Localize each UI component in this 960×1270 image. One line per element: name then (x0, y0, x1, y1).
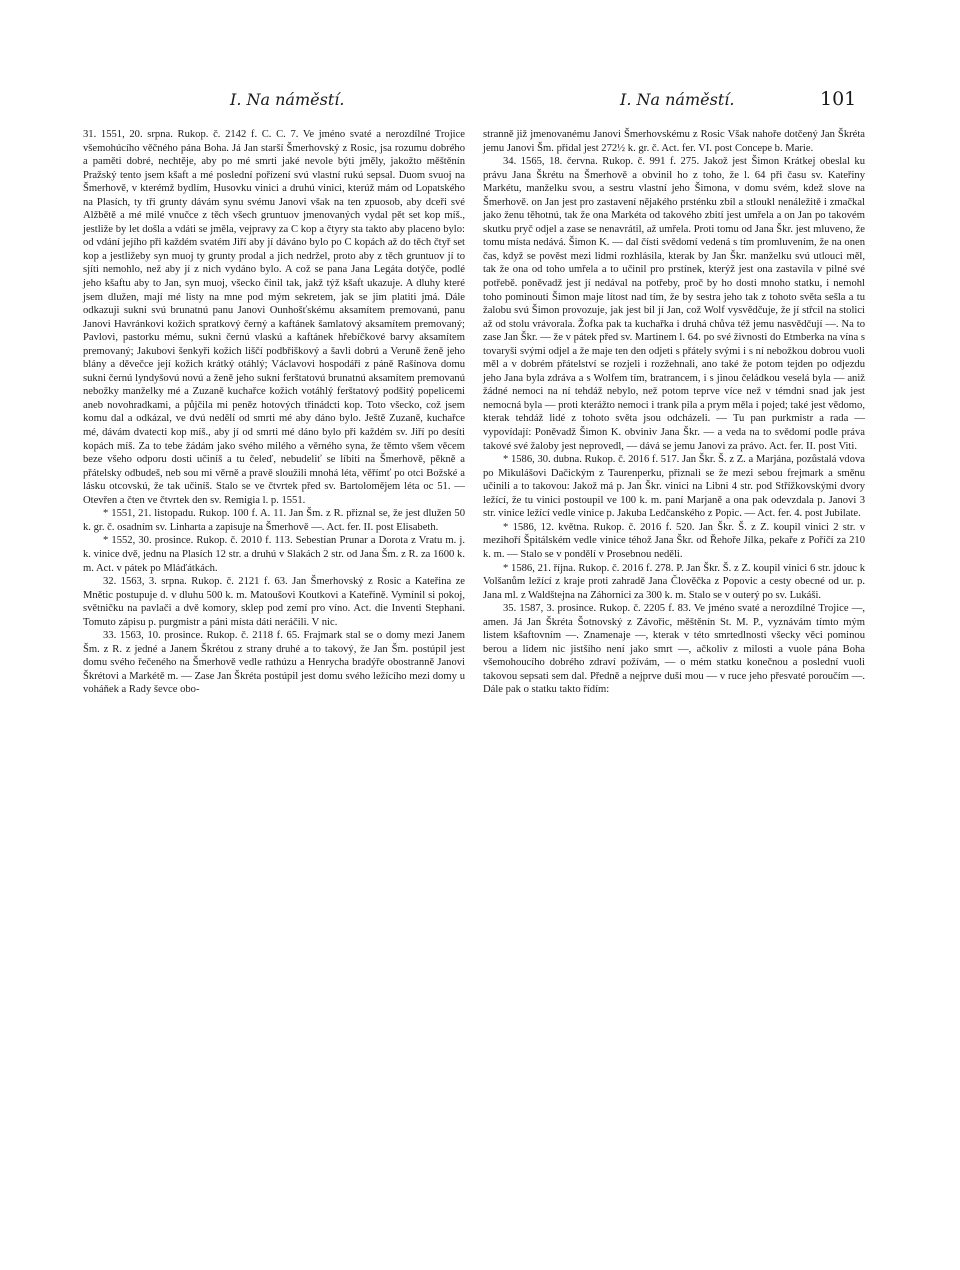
entry-paragraph: 31. 1551, 20. srpna. Rukop. č. 2142 f. C. C. 7. Ve jméno svaté a nerozdílné Trojice všemohúcího věčného pána Boha. Já Jan starší Šmerhovský z Rosic, jsa rozumu dobrého a paměti dobré, nechtěje, aby po mé smrti jaké nevole býti jměly, jakožto měštěnín Pražský tento jsem kšaft a mé poslední pořízení svú vlastní rukú sepsal. Duom svuoj na Šmerhově, v kterémž bydlím, Husovku vinici a druhú vinici, kterúž mám od Lopatského na Plasích, ty tři grunty dávám synu svému Janovi však na ten zpuosob, aby dceři své Alžbětě a mé milé vnučce z těch všech gruntuov jmenovaných vydal pět set kop míš., jestliže by let došla a vdáti se jměla, vejpravy za C kop a čtyry sta takto aby placeno bylo: od vdání jejího při každém svatém Jiří aby jí dáváno bylo po C kopách až do těch čtyř set kop a jestližeby syn muoj ty grunty prodal a jich nedržel, proto aby z těch gruntuov jí to sjíti nemohlo, než aby jí z nich vydáno bylo. A což se pana Jana Legáta dotýče, podlé jeho kšaftu aby to Jan, syn muoj, všecko činil tak, jakž týž kšaft ukazuje. A dluhy které jsem dlužen, mají mé listy na mne pod mým sekretem, jak se jim platiti jmá. Dále odkazuji sukni svú brunatnú panu Janovi Ounhošťskému aksamítem premovanú, panu Janovi Havránkovi kožich spratkový černý a kaftánek šamlatový aksamítem premovaný; Pavlovi, pastorku mému, sukni černú vlaskú a kaftánek hřebíčkové barvy aksamítem premovaný; Jakubovi šenkyři kožich liščí podbřiškový a šavli dobrú a Veruně ženě jeho blány a děvečce její kožich krátký otáhlý; Václavovi hospodáři z páně Rašínova domu sukni černú lyndyšovú novú a ženě jeho sukni ferštatovú brunatnú aksamítem premovanú nebožky manželky mé a Zuzaně kuchařce kožich votáhlý ferštatový podšitý popelicemi aneb novohradkami, a půjčila mi peněz hotových třinádcti kop. Toto všecko, což jsem komu dal a odkázal, ve dvú nedělí od smrti mé aby dáno bylo. Ještě Zuzaně, kuchařce mé, dávám dvatecti kop míš., aby jí od smrti mé dáno bylo při každém sv. Jiří po desíti kopách míš. Za to tebe žádám jako svého milého a věrného syna, že těmto všem věcem beze všeho odporu dosti učiníš a tu čeleď, nebudeliť se líbiti na Šmerhově, pěkně a přátelsky odbudeš, neb sou mi věrně a pravě sloužili mnohá léta, věřímť po otci Božské a lásku otcovskú, že tak učiníš. Stalo se ve čtvrtek před sv. Bartolomějem léta oc 51. — Otevřen a čten ve čtvrtek den sv. Remigia l. p. 1551. (83, 129, 465, 506)
right-column (483, 128, 865, 697)
entry-paragraph: 32. 1563, 3. srpna. Rukop. č. 2121 f. 63. Jan Šmerhovský z Rosic a Kateřina ze Mnětic postupuje d. v dluhu 500 k. m. Matoušovi Koutkovi a Kateřině. Vymínil si pokoj, světničku na pavlači a dvě komory, sklep pod zemí pro víno. Act. die Inventi Stephani. Tomuto zápisu p. purgmistr a páni místa dáti neráčili. V nic. (83, 576, 465, 628)
entry-paragraph: 35. 1587, 3. prosince. Rukop. č. 2205 f. 83. Ve jméno svaté a nerozdílné Trojice —, amen. Já Jan Škréta Šotnovský z Závořic, měštěnín St. M. P., vyznávám tímto mým listem kšaftovním —. Znamenaje —, kterak v této smrtedlnosti všecky věci pominou berou a lidem nic jistšího není jako smrt —, ačkoliv z milosti a vuole pána Boha všemohoucího dobrého zdraví požívám, — o mém statku konečnou a poslední vuoli takovou sepsati sem dal. Předně a nejprve duši mou — v ruce jeho přesvaté poroučím —. Dále pak o statku takto řídím: (483, 603, 865, 696)
entry-paragraph: * 1586, 21. října. Rukop. č. 2016 f. 278. P. Jan Škr. Š. z Z. koupil vinici 6 str. jdouc k Volšanům ležící z kraje proti zahradě Jana Člověčka z Popovic a cesty obecné od ur. p. Jana ml. z Waldštejna na Záhornici za 300 k. m. Stalo se v outerý po sv. Lukáši. (483, 562, 865, 601)
entry-paragraph: * 1552, 30. prosince. Rukop. č. 2010 f. 113. Sebestian Prunar a Dorota z Vratu m. j. k. vinice dvě, jednu na Plasích 12 str. a druhú v Slakách 2 str. od Jana Šm. z R. za 1600 k. m. Act. v pátek po Mláďátkách. (83, 535, 465, 574)
entry-paragraph: * 1586, 30. dubna. Rukop. č. 2016 f. 517. Jan Škr. Š. z Z. a Marjána, pozůstalá vdova po Mikulášovi Dačickým z Taurenperku, přiznali se že mezi sebou frejmark a směnu učinili a to takovou: Jakož má p. Jan Škr. vinici na Libni 4 str. pod Střížkovskými dvory ležící, že tu vinici postoupil ve 100 k. m. paní Marjaně a ona pak odevzdala p. Janovi 3 str. vinice ležící vedle vinice p. Jakuba Ledčanského z Popic. — Act. fer. 4. post Jubilate. (483, 454, 865, 520)
entry-paragraph: stranně již jmenovanému Janovi Šmerhovskému z Rosic Však nahoře dotčený Jan Škréta jemu Janovi Šm. přidal jest 272½ k. gr. č. Act. fer. VI. post Concepe b. Marie. (483, 129, 865, 154)
entry-paragraph: * 1551, 21. listopadu. Rukop. 100 f. A. 11. Jan Šm. z R. přiznal se, že jest dlužen 50 k. gr. č. osadním sv. Linharta a zapisuje na Šmerhově —. Act. fer. II. post Elisabeth. (83, 508, 465, 533)
page-number: 101 (820, 88, 857, 110)
left-column (83, 128, 465, 697)
entry-paragraph: 33. 1563, 10. prosince. Rukop. č. 2118 f. 65. Frajmark stal se o domy mezi Janem Šm. z R. z jedné a Janem Škrétou z strany druhé a to takový, že Jan Šm. postúpil jest domu svého řečeného na Šmerhově vedle rathúzu a Henrycha bradýře obostranně Janovi Škrétovi a Markétě m. — Zase Jan Škréta postúpil jest domu svého ležícího mezi domy u voháňek a Rady ševce obo- (83, 630, 465, 696)
running-head-right: I. Na náměstí. (620, 90, 735, 109)
running-head-left: I. Na náměstí. (230, 90, 345, 109)
entry-paragraph: * 1586, 12. května. Rukop. č. 2016 f. 520. Jan Škr. Š. z Z. koupil vinici 2 str. v mezihoří Špitálském vedle vinice téhož Jana Škr. od Řehoře Jílka, pekaře z Poříčí za 210 k. m. — Stalo se v pondělí v Prosebnou neděli. (483, 521, 865, 560)
entry-paragraph: 34. 1565, 18. června. Rukop. č. 991 f. 275. Jakož jest Šimon Krátkej obeslal ku právu Jana Škrétu na Šmerhově a obvinil ho z toho, že l. 64 při času sv. Kateřiny Markétu, manželku svou, a sestru vlastní jeho Šimona, v domu svém, kdež slove na Šmerhově. on Jan jest pro zastavení nějakého prsténku zbil a stloukl nenáležitě i zmačkal jako ženu těhotnú, tak že ona Markéta od takového zbití jest umřela a on Jan po takovém skutku pryč odjel a zase se nenavrátil, až umřela. Proti tomu od Jana Škr. jest mluveno, že tomu místa nedává. Šimon K. — dal čísti svědomí vedená s tím promluvením, že na onen čas, když se pověst mezi lidmi rozhlásila, kterak by Jan Škr. manželku svú utlouci měl, tak že ona od toho umřela a to učinil pro prstínek, kterýž jest ona zastavila v pilné své potřebě. poněvadž jest jí nedával na potřeby, proč by ho dosti mnoho statku, i nemohl toho pominouti Šimon maje lítost nad tím, že by sestra jeho tak z tohoto světa sešla a tu žalobu svú Šimon provozuje, jak jest bil jí Jan, což Wolf vysvědčuje, že jí střcil na stolici až od stolu vrávorala. Žofka pak ta kuchařka i druhá chůva též jemu nasvědčují —. Na to zase Jan Škr. — že v pátek před sv. Martinem l. 64. po své živnosti do Etmberka na vína s tovaryši svými odjel a že maje ten den odjeti s přátely svými i s ní nebožkou dobrou vuoli měl a v dobrém přátelství se rozjeli i rozžehnali, ano také že potom tejden po odjezdu jeho Jana byla zdráva a s Wolfem tím, bratrancem, i s jinou čeládkou veselá byla — aniž žádné nemoci na ní tehdáž nebylo, než potom teprve více než v témdni snad jak jest nemocná byla — proti kterážto nemoci i trank pila a prym měla i pojed; také jest vědomo, kterak tehdáž lidé z tohoto světa jsou odcházeli. — Tu pan purkmistr a rada — vypovídají: Poněvadž Šimon K. obviniv Jana Škr. — a veda na to svědomí podle práva takové své žaloby jest neprovedl, — dává se jemu Janovi za právo. Act. fer. II. post Viti. (483, 156, 865, 452)
